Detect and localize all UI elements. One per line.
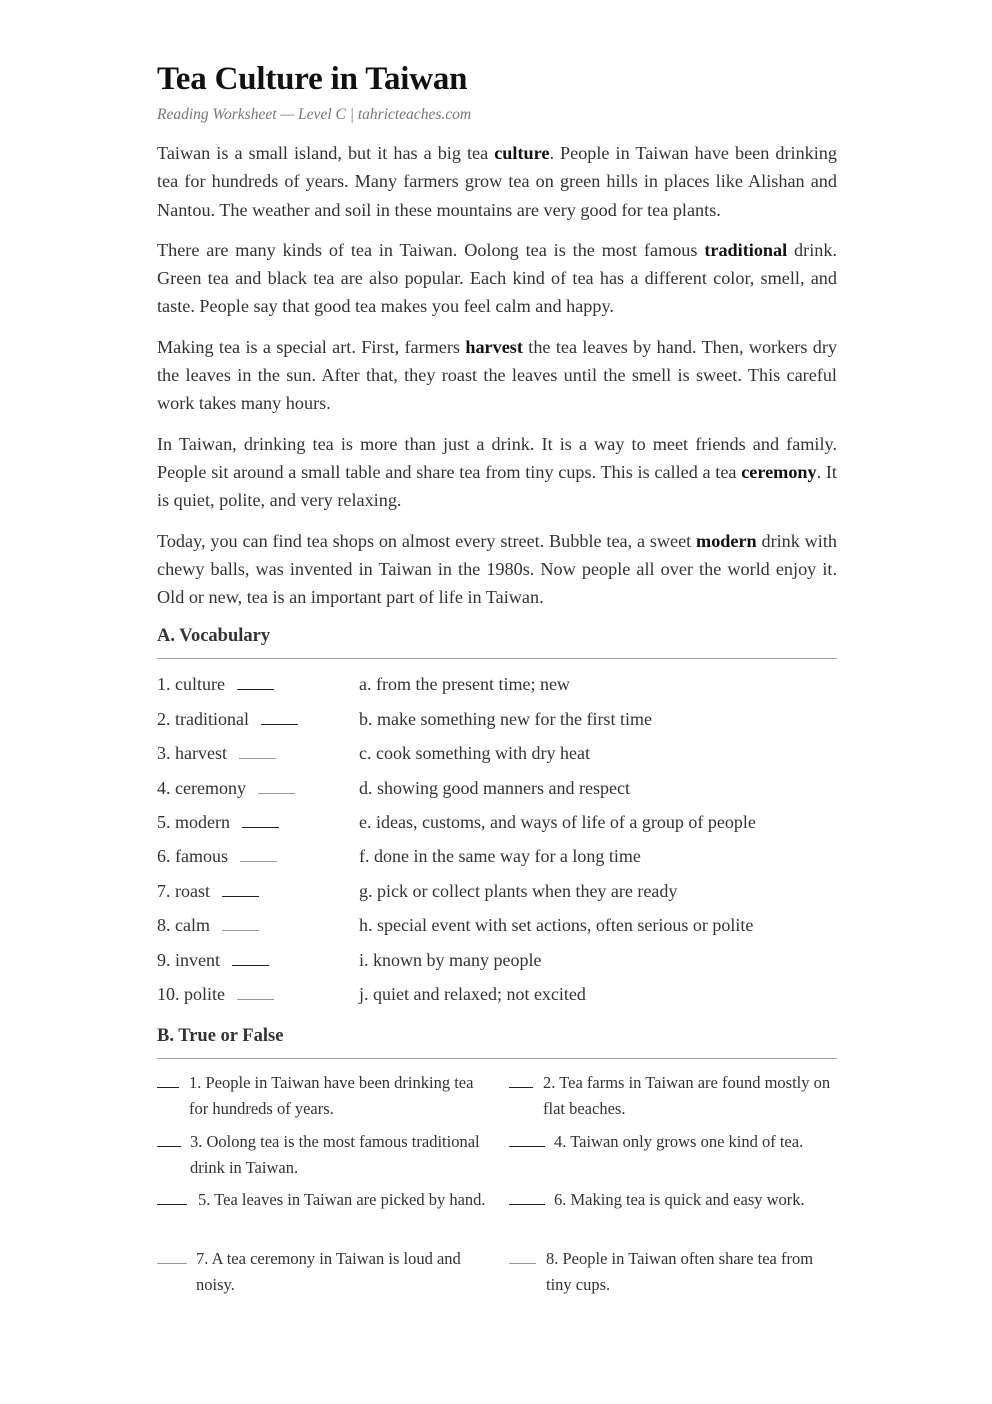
vocab-highlight-modern: modern xyxy=(696,530,757,551)
vocab-row xyxy=(157,913,837,947)
answer-blank[interactable] xyxy=(222,929,259,931)
vocab-highlight-culture: culture xyxy=(494,143,550,163)
vocab-definition: i. known by many people xyxy=(359,949,542,970)
answer-blank[interactable] xyxy=(261,723,298,725)
vocab-word: 8. calm xyxy=(157,913,259,937)
page-title: Tea Culture in Taiwan xyxy=(157,61,468,97)
vocab-row xyxy=(157,707,837,741)
passage-paragraph-4: In Taiwan, drinking tea is more than just a drink. It is a way to meet friends and family. People sit around a small table and share tea from tiny cups. This is called a tea ceremony. It is quiet, polite, and very relaxing. xyxy=(157,433,837,511)
vocab-row xyxy=(157,982,837,1016)
passage-paragraph-3: Making tea is a special art. First, farmers harvest the tea leaves by hand. Then, workers dry the leaves in the sun. After that, they roast the leaves until the smell is sweet. This careful work takes many hours. xyxy=(157,336,837,414)
answer-blank[interactable] xyxy=(509,1204,545,1205)
vocab-definition: e. ideas, customs, and ways of life of a group of people xyxy=(359,812,756,833)
vocab-word: 7. roast xyxy=(157,879,259,903)
vocab-highlight-harvest: harvest xyxy=(465,336,523,357)
worksheet-page: Tea Culture in Taiwan Reading Worksheet — Level C | tahricteaches.com Taiwan is a small island, but it has a big tea culture. People in Taiwan have been drinking tea for hundreds of years. Many farmers grow tea on green hills in places like Alishan and Nantou. The weather and soil in these mountains are very good for tea plants. There are many kinds of tea in Taiwan. Oolong tea is the most famous traditional drink. Green tea and black tea are also popular. Each kind of tea has a different color, smell, and taste. People say that good tea makes you feel calm and happy. Making tea is a special art. First, farmers harvest the tea leaves by hand. Then, workers dry the leaves in the sun. After that, they roast the leaves until the smell is sweet. This careful work takes many hours. In Taiwan, drinking tea is more than just a drink. It is a way to meet friends and family. People sit around a small table and share tea from tiny cups. This is called a tea ceremony. It is quiet, polite, and very relaxing. Today, you can find tea shops on almost every street. Bubble tea, a sweet modern drink with chewy balls, was invented in Taiwan in the 1980s. Now people all over the world enjoy it. Old or new, tea is an important part of life in Taiwan. A. Vocabulary 1. culture a. from the present time; new 2. traditional b. make something new for the first time 3. harvest c. cook something with dry heat 4. ceremony d. showing good manners and respect 5. modern e. ideas, customs, and ways of life of a group of people 6. famous f. done in the same way for a long time 7. roast g. pick or collect plants when they are ready 8. calm h. special event with set actions, often serious or polite 9. invent i. known by many people 10. polite j. quiet and relaxed; not excited B. True or False 1. People in Taiwan have been drinking tea for hundreds of years. 2. Tea farms in Taiwan are found mostly on flat beaches. 3. Oolong tea is the most famous traditional drink in Taiwan. 4. Taiwan only grows one kind of tea. 5. Tea leaves in Taiwan are picked by hand. 6. Making tea is quick and easy work. 7. A tea ceremony in Taiwan is loud and noisy. 8. People in Taiwan often share tea from tiny cups. xyxy=(157,58,837,1016)
vocab-word: 9. invent xyxy=(157,948,269,972)
answer-blank[interactable] xyxy=(157,1146,181,1147)
vocabulary-matching xyxy=(157,672,837,1016)
answer-blank[interactable] xyxy=(232,964,269,966)
vocab-word: 1. culture xyxy=(157,672,274,696)
vocab-definition: g. pick or collect plants when they are ready xyxy=(359,880,678,901)
answer-blank[interactable] xyxy=(237,998,274,1000)
vocab-word: 3. harvest xyxy=(157,741,276,765)
passage-paragraph-2: There are many kinds of tea in Taiwan. Oolong tea is the most famous traditional drink. Green tea and black tea are also popular. Each kind of tea has a different color, smell, and taste. People say that good tea makes you feel calm and happy. xyxy=(157,239,837,317)
vocab-definition: b. make something new for the first time xyxy=(359,708,652,729)
true-false-section-title: B. True or False xyxy=(157,1024,837,1059)
passage-paragraph-5: Today, you can find tea shops on almost every street. Bubble tea, a sweet modern drink with chewy balls, was invented in Taiwan in the 1980s. Now people all over the world enjoy it. Old or new, tea is an important part of life in Taiwan. xyxy=(157,530,838,608)
vocab-row xyxy=(157,672,837,706)
answer-blank[interactable] xyxy=(157,1087,179,1088)
vocab-definition: j. quiet and relaxed; not excited xyxy=(359,983,586,1004)
vocab-row xyxy=(157,879,837,913)
answer-blank[interactable] xyxy=(509,1087,533,1088)
page-subtitle: Reading Worksheet — Level C | tahricteaches.com xyxy=(157,106,472,123)
vocab-definition: c. cook something with dry heat xyxy=(359,743,590,764)
answer-blank[interactable] xyxy=(509,1263,536,1264)
answer-blank[interactable] xyxy=(157,1204,187,1205)
vocab-row xyxy=(157,810,837,844)
vocab-row xyxy=(157,948,837,982)
answer-blank[interactable] xyxy=(239,757,276,759)
vocab-highlight-traditional: traditional xyxy=(704,239,788,260)
vocab-row xyxy=(157,741,837,775)
vocab-definition: f. done in the same way for a long time xyxy=(359,846,641,867)
vocab-definition: d. showing good manners and respect xyxy=(359,777,630,798)
vocab-row xyxy=(157,844,837,878)
vocab-definition: h. special event with set actions, often serious or polite xyxy=(359,915,754,936)
vocab-word: 2. traditional xyxy=(157,707,298,731)
vocab-word: 5. modern xyxy=(157,810,279,834)
vocab-row xyxy=(157,776,837,810)
vocabulary-section-title: A. Vocabulary xyxy=(157,624,837,659)
answer-blank[interactable] xyxy=(222,895,259,897)
passage-paragraph-1: Taiwan is a small island, but it has a big tea culture. People in Taiwan have been drinking tea for hundreds of years. Many farmers grow tea on green hills in places like Alishan and Nantou. The weather and soil in these mountains are very good for tea plants. xyxy=(157,143,837,220)
answer-blank[interactable] xyxy=(509,1146,545,1147)
answer-blank[interactable] xyxy=(242,826,279,828)
answer-blank[interactable] xyxy=(237,688,274,690)
vocab-word: 10. polite xyxy=(157,982,274,1006)
answer-blank[interactable] xyxy=(240,860,277,862)
answer-blank[interactable] xyxy=(157,1263,187,1264)
vocab-definition: a. from the present time; new xyxy=(359,674,570,695)
vocab-highlight-ceremony: ceremony xyxy=(741,461,817,482)
vocab-word: 6. famous xyxy=(157,844,277,868)
vocab-word: 4. ceremony xyxy=(157,776,295,800)
answer-blank[interactable] xyxy=(258,792,295,794)
